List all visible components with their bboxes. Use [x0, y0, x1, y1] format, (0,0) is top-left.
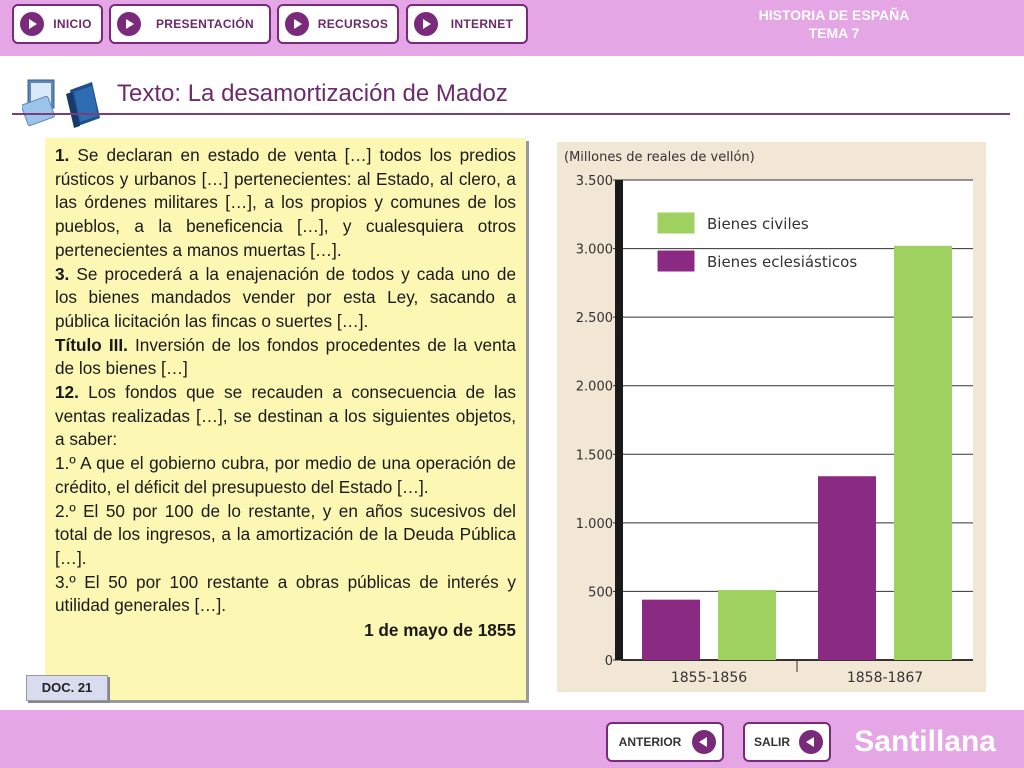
y-tick-label: 2.000	[575, 379, 613, 395]
legend-label: Bienes civiles	[707, 215, 809, 233]
y-tick-label: 1.000	[575, 516, 613, 532]
y-axis	[615, 180, 623, 660]
nav-label: INTERNET	[450, 17, 514, 31]
y-tick-label: 3.500	[575, 174, 613, 189]
chart-canvas	[557, 142, 986, 692]
previous-label: ANTERIOR	[618, 735, 682, 749]
title-divider	[12, 113, 1010, 115]
bar-chart	[557, 142, 986, 692]
legend-label: Bienes eclesiásticos	[707, 253, 858, 271]
y-tick-label: 3.000	[575, 242, 613, 258]
nav-label: RECURSOS	[317, 17, 389, 31]
subject-label: HISTORIA DE ESPAÑA	[758, 7, 910, 23]
paragraph-12-1: 1.º A que el gobierno cubra, por medio de una operación de crédito, el déficit del presupuesto del Estado […].	[55, 453, 516, 497]
unit-label: TEMA 7	[808, 25, 860, 41]
paragraph-1: 1. Se declaran en estado de venta […] todos los predios rústicos y urbanos […] pertenecientes: al Estado, al clero, a las órdenes militares […], a los propios y comunes de los pueblos, a la beneficencia […], y cualesquiera otros pertenecientes a manos muertas […].	[55, 145, 516, 260]
page-title: Texto: La desamortización de Madoz	[117, 80, 508, 107]
y-tick-label: 0	[604, 654, 613, 669]
nav-button-presentacion[interactable]	[109, 4, 271, 44]
x-tick-label: 1855-1856	[670, 670, 748, 686]
document-text-panel	[45, 138, 526, 700]
legend-swatch	[657, 212, 695, 234]
bar	[894, 246, 952, 660]
y-tick-label: 1.500	[575, 448, 613, 464]
nav-button-inicio[interactable]	[12, 4, 103, 44]
exit-label: SALIR	[754, 735, 790, 749]
document-icon	[22, 72, 104, 139]
play-icon	[414, 12, 438, 36]
nav-label: INICIO	[53, 17, 92, 31]
back-arrow-icon	[799, 730, 823, 754]
play-icon	[117, 12, 141, 36]
legend-swatch	[657, 250, 695, 272]
document-date: 1 de mayo de 1855	[364, 620, 516, 641]
document-text	[55, 144, 516, 618]
paragraph-3: 3. Se procederá a la enajenación de todos y cada uno de los bienes mandados vender por esta Ley, sacando a pública licitación las fincas o suertes […].	[55, 263, 516, 331]
previous-button[interactable]	[606, 722, 724, 762]
paragraph-12-3: 3.º El 50 por 100 restante a obras públicas de interés y utilidad generales […].	[55, 571, 516, 616]
brand-logo: Santillana	[854, 725, 996, 758]
exit-button[interactable]	[743, 722, 831, 762]
paragraph-12: 12. Los fondos que se recauden a consecuencia de las ventas realizadas […], se destinan a los siguientes objetos, a saber:	[55, 382, 516, 450]
bar	[818, 476, 876, 660]
paragraph-titulo-iii: Título III. Inversión de los fondos procedentes de la venta de los bienes […]	[55, 334, 516, 379]
y-tick-label: 2.500	[575, 311, 613, 327]
nav-button-internet[interactable]	[406, 4, 528, 44]
y-tick-label: 500	[588, 585, 613, 601]
nav-button-recursos[interactable]	[277, 4, 399, 44]
bar	[642, 600, 700, 660]
app-title	[744, 6, 924, 42]
document-tag: DOC. 21	[26, 675, 108, 701]
x-tick-label: 1858-1867	[846, 670, 924, 686]
nav-label: PRESENTACIÓN	[155, 17, 255, 31]
paragraph-12-2: 2.º El 50 por 100 de lo restante, y en años sucesivos del total de los ingresos, a la amortización de la Deuda Pública […].	[55, 500, 516, 568]
play-icon	[285, 12, 309, 36]
unit-label: (Millones de reales de vellón)	[564, 150, 755, 165]
back-arrow-icon	[692, 730, 716, 754]
play-icon	[20, 12, 44, 36]
bar	[718, 590, 776, 660]
